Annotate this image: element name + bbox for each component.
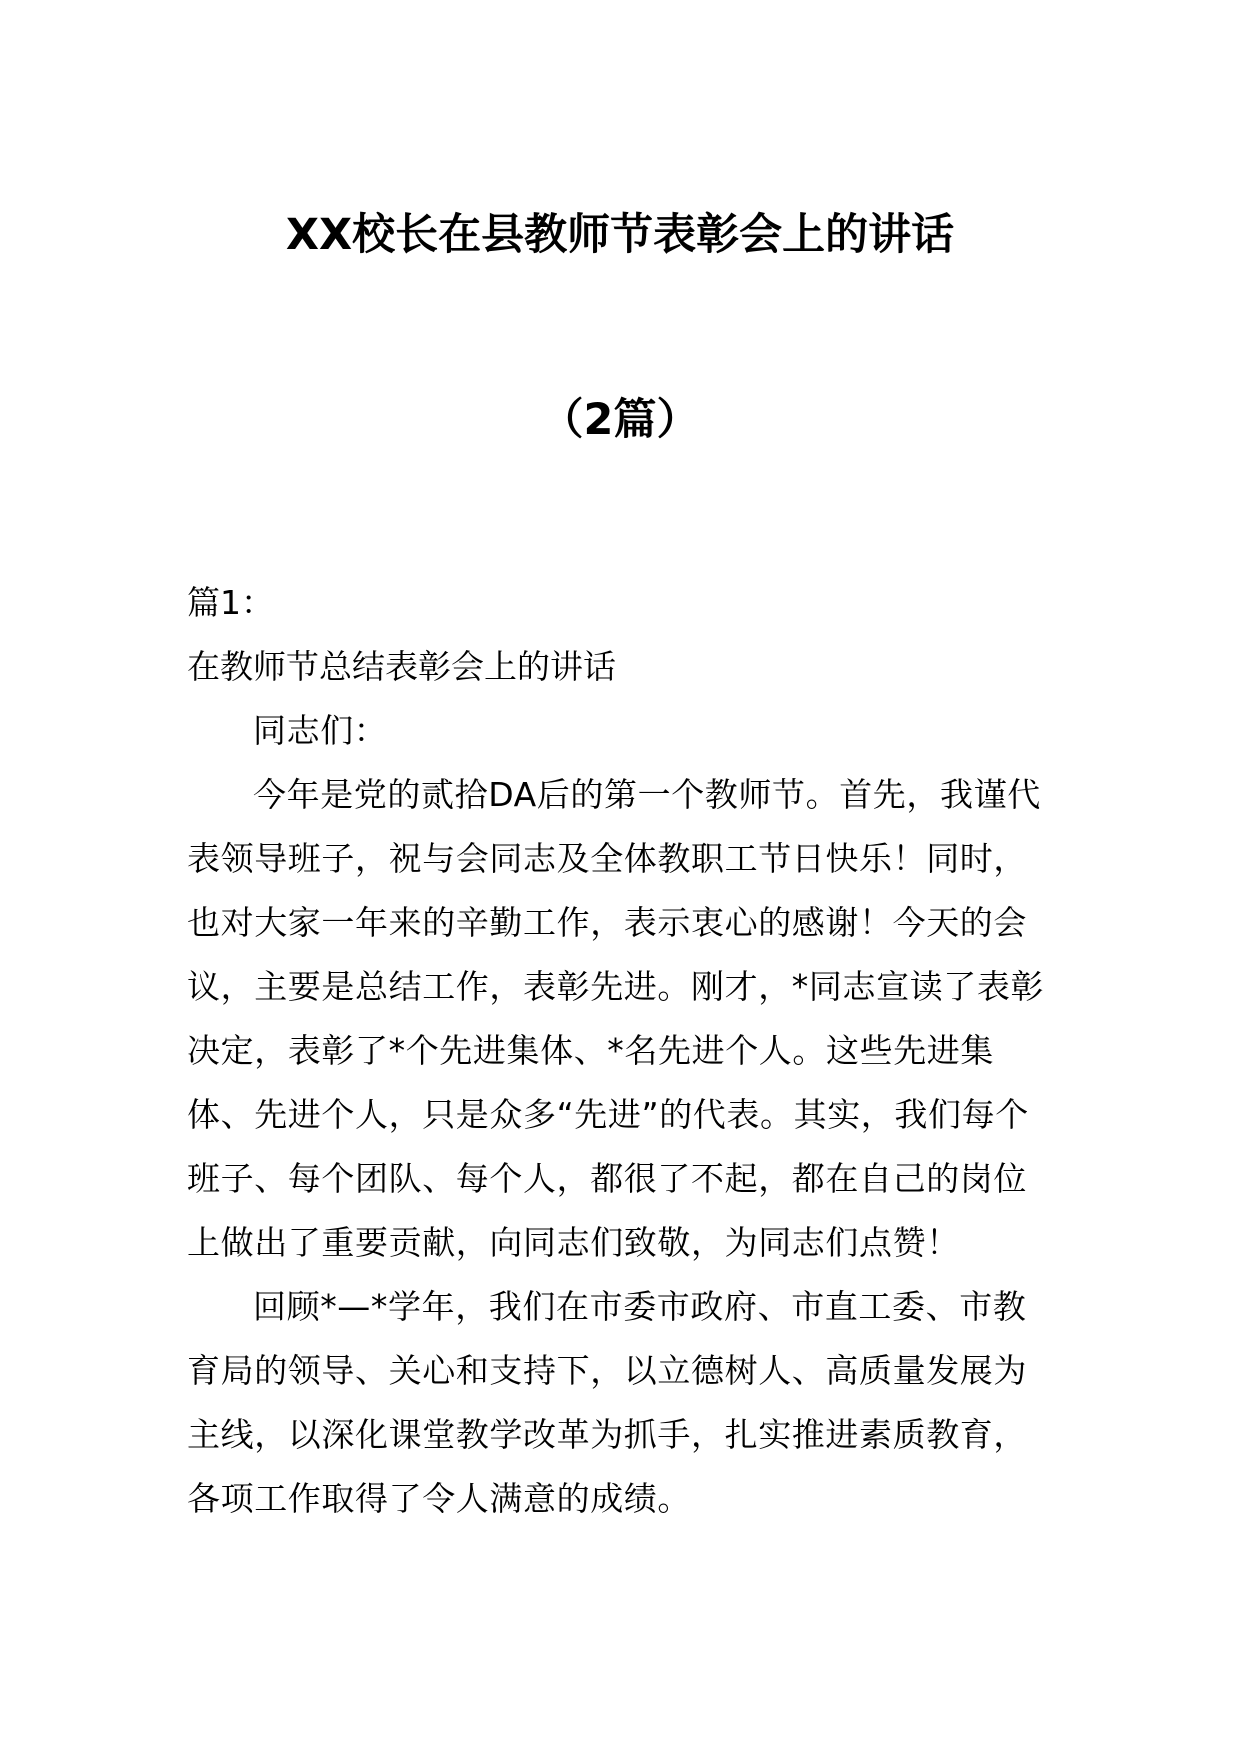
document-subtitle: （2篇） (540, 395, 700, 445)
document-body (187, 571, 1057, 1531)
body-paragraph-2: 回顾*—*学年，我们在市委市政府、市直工委、市教育局的领导、关心和支持下，以立德树人、高质量发展为主线，以深化课堂教学改革为抓手，扎实推进素质教育，各项工作取得了令人满意的成绩。 (187, 1287, 1027, 1518)
body-paragraph-1: 今年是党的贰拾DA后的第一个教师节。首先，我谨代表领导班子，祝与会同志及全体教职工节日快乐！同时，也对大家一年来的辛勤工作，表示衷心的感谢！今天的会议，主要是总结工作，表彰先进。刚才，*同志宣读了表彰决定，表彰了*个先进集体、*名先进个人。这些先进集体、先进个人，只是众多“先进”的代表。其实，我们每个班子、每个团队、每个人，都很了不起，都在自己的岗位上做出了重要贡献，向同志们致敬，为同志们点赞！ (187, 775, 1045, 1262)
section-label: 篇1： (187, 583, 274, 622)
document-title: XX校长在县教师节表彰会上的讲话 (285, 210, 955, 260)
speech-heading: 在教师节总结表彰会上的讲话 (187, 647, 616, 686)
salutation: 同志们： (253, 711, 388, 750)
